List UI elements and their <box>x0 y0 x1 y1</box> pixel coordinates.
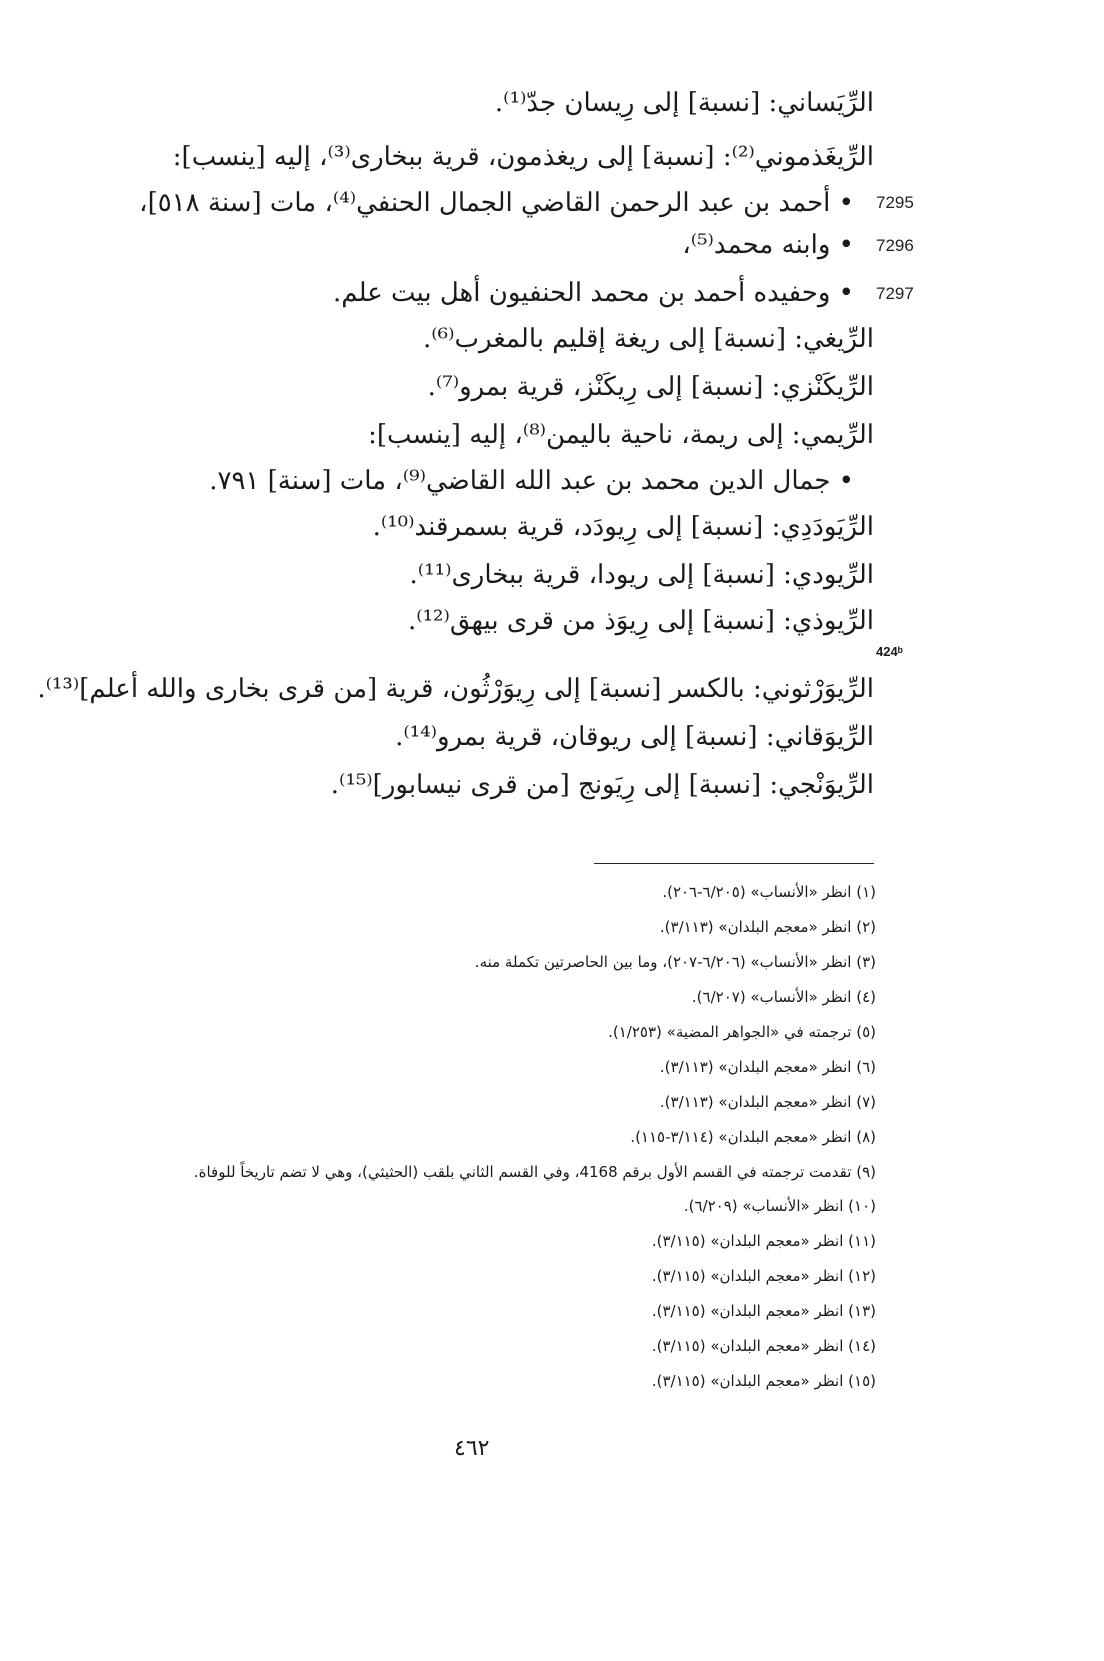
entry-line: الرِّيوَرْثوني: بالكسر [نسبة] إلى رِيوَرْثُون، قرية [من قرى بخارى والله أعلم]⁽¹³⁾. <box>37 674 874 704</box>
entry-line: الرِّيَساني: [نسبة] إلى رِيسان جدّ⁽¹⁾. <box>494 88 874 118</box>
entry-number: 7297 <box>876 284 914 303</box>
footnote-separator <box>594 863 874 864</box>
footnote: (١٢) انظر «معجم البلدان» (٣/١١٥). <box>651 1267 876 1285</box>
footnote: (١٣) انظر «معجم البلدان» (٣/١١٥). <box>651 1302 876 1320</box>
entry-line: الرِّيَودَدِي: [نسبة] إلى رِيودَد، قرية بسمرقند⁽¹⁰⁾. <box>372 512 874 542</box>
entry-line: • جمال الدين محمد بن عبد الله القاضي⁽⁹⁾، مات [سنة] ٧٩١. <box>209 466 854 496</box>
entry-line: • وحفيده أحمد بن محمد الحنفيون أهل بيت علم. <box>333 278 854 308</box>
footnote: (٧) انظر «معجم البلدان» (٣/١١٣). <box>659 1093 876 1111</box>
footnote: (٩) تقدمت ترجمته في القسم الأول برقم 4168، وفي القسم الثاني بلقب (الحثيثي)، وهي لا تضم تاريخاً للوفاة. <box>193 1163 876 1181</box>
entry-number: 7296 <box>876 236 914 255</box>
footnote: (٥) ترجمته في «الجواهر المضية» (١/٢٥٣). <box>608 1023 876 1041</box>
footnote: (٦) انظر «معجم البلدان» (٣/١١٣). <box>659 1058 876 1076</box>
entry-line: الرِّيغي: [نسبة] إلى ريغة إقليم بالمغرب⁽⁶⁾. <box>423 324 874 354</box>
page-number: ٤٦٢ <box>454 1436 490 1461</box>
footnote: (٣) انظر «الأنساب» (٦/٢٠٦-٢٠٧)، وما بين الحاصرتين تكملة منه. <box>474 953 876 971</box>
entry-line: • وابنه محمد⁽⁵⁾، <box>682 230 854 260</box>
entry-line: الرِّيوَنْجي: [نسبة] إلى رِيَونج [من قرى نيسابور]⁽¹⁵⁾. <box>330 770 874 800</box>
entry-line: الرِّيمي: إلى ريمة، ناحية باليمن⁽⁸⁾، إليه [ينسب]: <box>368 420 874 450</box>
entry-line: الرِّيودي: [نسبة] إلى ريودا، قرية ببخارى⁽¹¹⁾. <box>409 560 874 590</box>
footnote: (٢) انظر «معجم البلدان» (٣/١١٣). <box>659 918 876 936</box>
entry-line: الرِّيكَنْزي: [نسبة] إلى رِيكَنْز، قرية بمرو⁽⁷⁾. <box>427 372 874 402</box>
entry-line: الرِّيوذي: [نسبة] إلى رِيوَذ من قرى بيهق⁽¹²⁾. <box>407 606 874 636</box>
footnote: (١٥) انظر «معجم البلدان» (٣/١١٥). <box>651 1372 876 1390</box>
footnote: (١١) انظر «معجم البلدان» (٣/١١٥). <box>651 1232 876 1250</box>
entry-line: الرِّيغَذموني⁽²⁾: [نسبة] إلى ريغذمون، قرية ببخارى⁽³⁾، إليه [ينسب]: <box>172 142 874 172</box>
entry-line: الرِّيوَقاني: [نسبة] إلى ريوقان، قرية بمرو⁽¹⁴⁾. <box>395 722 874 752</box>
footnote: (١٠) انظر «الأنساب» (٦/٢٠٩). <box>683 1197 876 1215</box>
entry-line: • أحمد بن عبد الرحمن القاضي الجمال الحنفي⁽⁴⁾، مات [سنة ٥١٨]، <box>139 188 854 218</box>
manuscript-folio-marker: 424ᵇ <box>876 644 903 659</box>
footnote: (١) انظر «الأنساب» (٦/٢٠٥-٢٠٦). <box>662 883 876 901</box>
footnote: (١٤) انظر «معجم البلدان» (٣/١١٥). <box>651 1337 876 1355</box>
footnote: (٨) انظر «معجم البلدان» (٣/١١٤-١١٥). <box>630 1128 876 1146</box>
entry-number: 7295 <box>876 193 914 212</box>
footnote: (٤) انظر «الأنساب» (٦/٢٠٧). <box>691 988 876 1006</box>
